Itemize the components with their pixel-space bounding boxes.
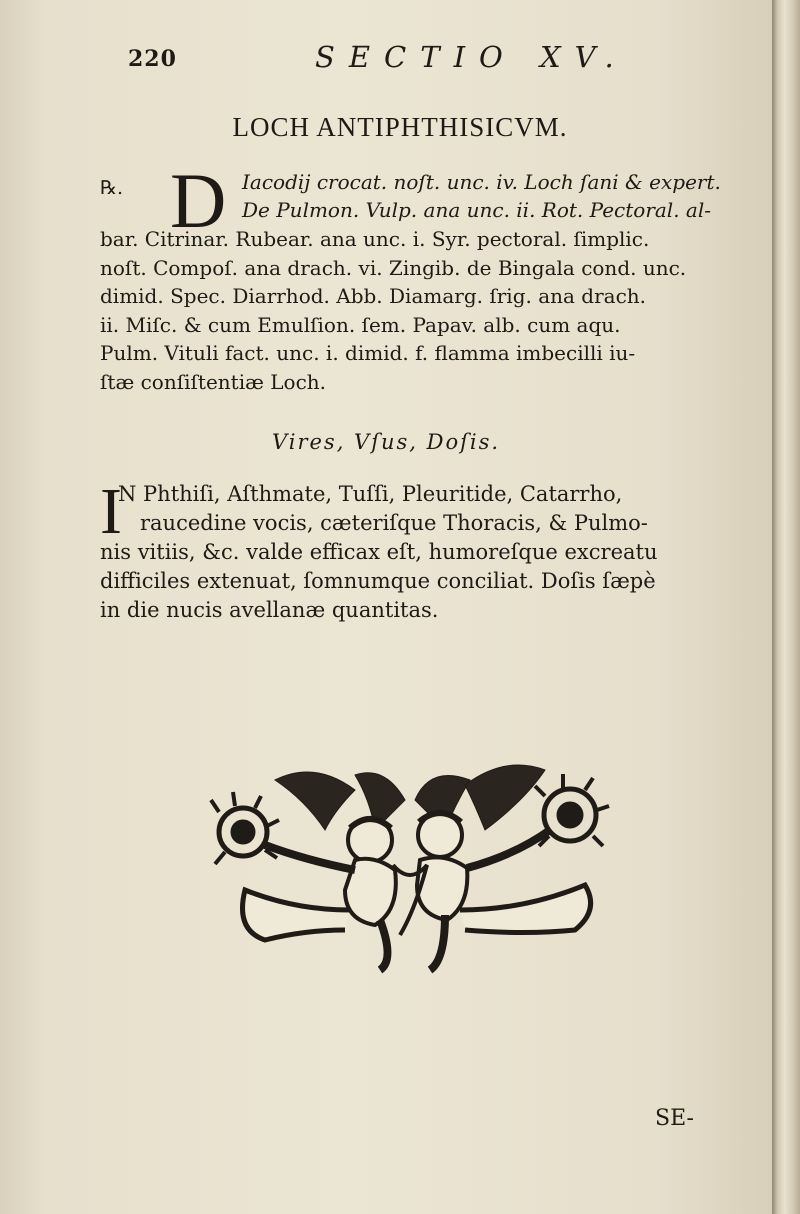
recipe-line-4: noſt. Compoſ. ana drach. vi. Zingib. de Bingala cond. unc. xyxy=(100,256,687,280)
recipe-line-3: bar. Citrinar. Rubear. ana unc. i. Syr. pectoral. ſimplic. xyxy=(100,227,650,251)
page-header xyxy=(0,40,772,80)
page-title: LOCH ANTIPHTHISICVM. xyxy=(232,112,568,142)
page-number: 220 xyxy=(128,46,177,72)
recipe-symbol: ℞. xyxy=(100,177,124,199)
section-subheading: Vires, Vſus, Doſis. xyxy=(271,430,501,454)
running-head: SECTIO XV. xyxy=(315,40,628,74)
page-edge xyxy=(772,0,800,1214)
recipe-line-1: Iacodij crocat. noſt. unc. iv. Loch ſani & expert. xyxy=(242,170,721,194)
body-line-2: raucedine vocis, cæteriſque Thoracis, & Pulmo- xyxy=(140,511,648,535)
recipe-line-6: ii. Miſc. & cum Emulſion. ſem. Papav. alb. cum aqu. xyxy=(100,313,621,337)
recipe-drop-cap: D xyxy=(170,157,227,244)
woodcut-cherubs-icon xyxy=(205,760,615,979)
body-drop-cap: I xyxy=(100,475,122,548)
recipe-line-8: ſtæ conſiſtentiæ Loch. xyxy=(100,370,327,394)
catchword: SE- xyxy=(655,1106,694,1131)
body-line-4: difficiles extenuat, ſomnumque conciliat. Doſis ſæpè xyxy=(100,569,656,593)
recipe-line-5: dimid. Spec. Diarrhod. Abb. Diamarg. ſrig. ana drach. xyxy=(100,284,647,308)
body-line-3: nis vitiis, &c. valde efficax eſt, humoreſque excreatu xyxy=(100,540,658,564)
body-line-1: N Phthiſi, Aſthmate, Tuſſi, Pleuritide, Catarrho, xyxy=(118,482,623,506)
recipe-line-2: De Pulmon. Vulp. ana unc. ii. Rot. Pectoral. al- xyxy=(242,198,711,222)
body-line-5: in die nucis avellanæ quantitas. xyxy=(100,598,439,622)
recipe-line-7: Pulm. Vituli fact. unc. i. dimid. f. flamma imbecilli iu- xyxy=(100,341,636,365)
